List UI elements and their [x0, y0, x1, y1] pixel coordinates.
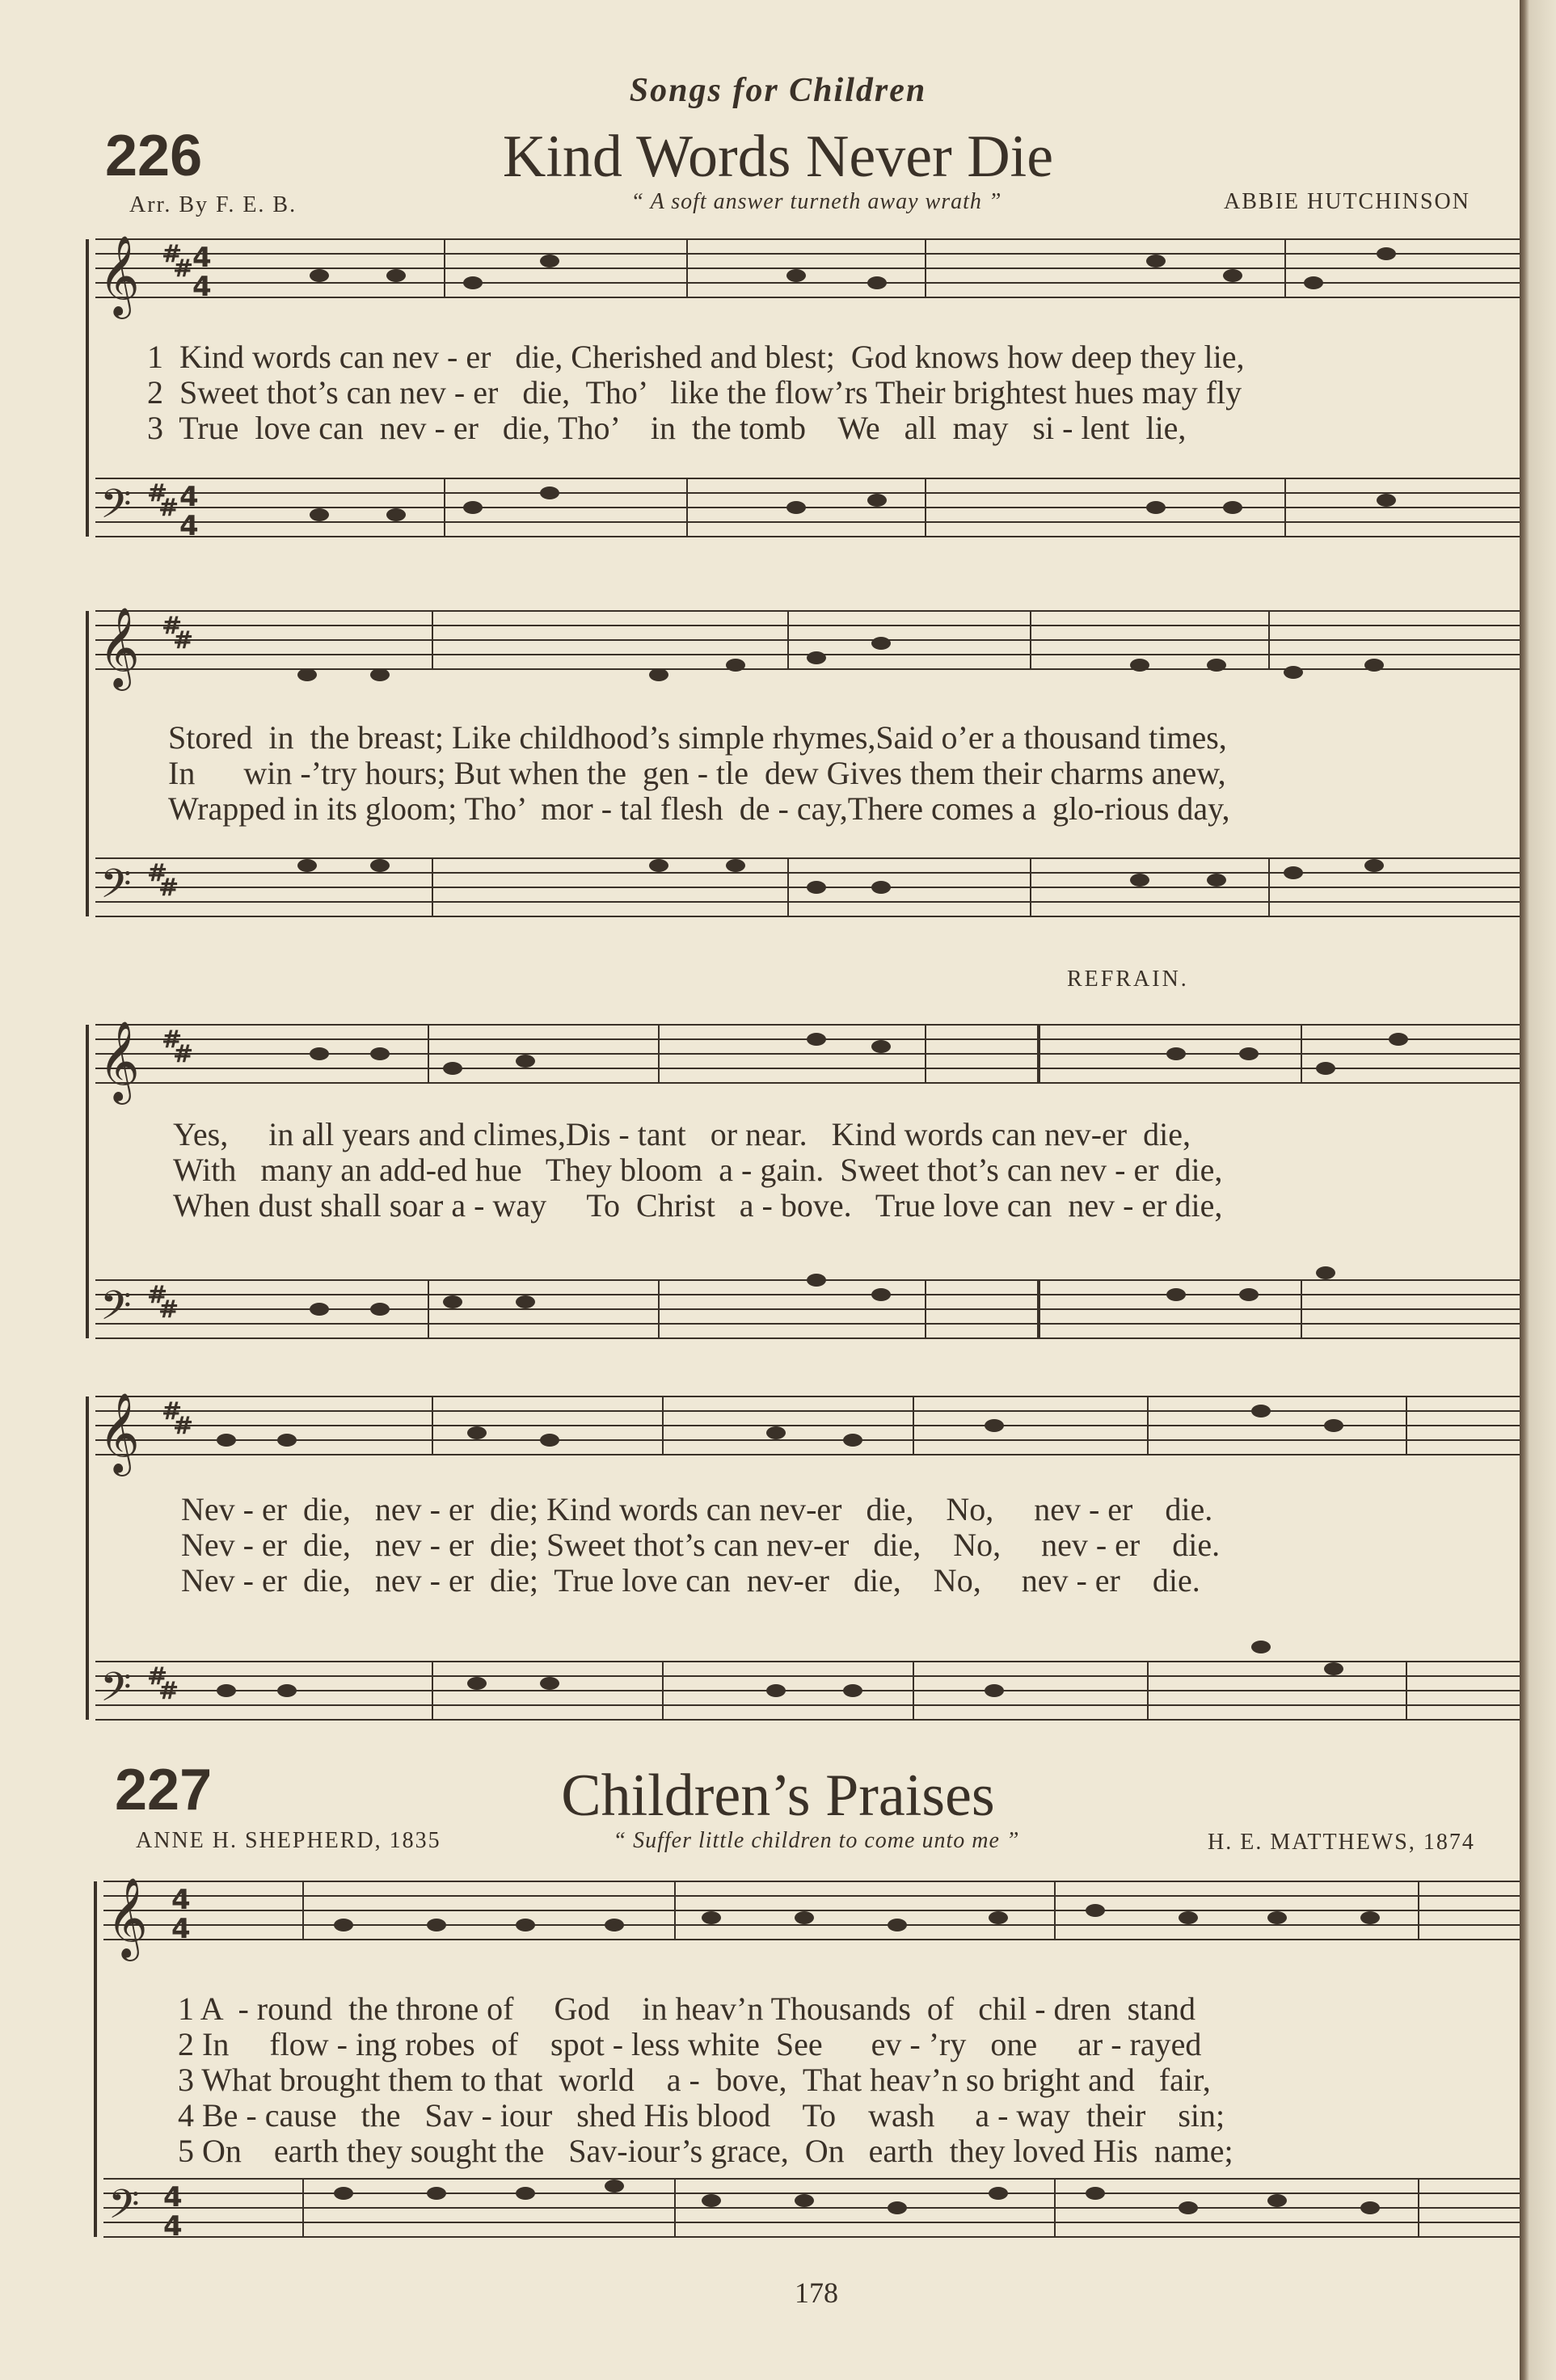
lyric-line: Nev - er die, nev - er die; True love can nev-er die, No, nev - er die. — [181, 1562, 1200, 1599]
svg-text:𝄢: 𝄢 — [100, 861, 132, 917]
lyric-line: Yes, in all years and climes,Dis - tant or near. Kind words can nev-er die, — [173, 1116, 1191, 1152]
svg-text:#: # — [158, 494, 179, 522]
svg-text:𝄞: 𝄞 — [99, 607, 140, 688]
svg-text:𝄢: 𝄢 — [100, 1283, 132, 1339]
treble-clef-icon: 𝄞 — [99, 235, 140, 316]
composer-credit: H. E. MATTHEWS, 1874 — [1208, 1830, 1475, 1855]
svg-text:4: 4 — [179, 481, 199, 513]
lyric-line: 2 In flow - ing robes of spot - less white See ev - ’ry one ar - rayed — [178, 2026, 1202, 2062]
svg-text:#: # — [147, 1281, 168, 1309]
svg-text:#: # — [173, 626, 194, 655]
svg-text:#: # — [158, 874, 179, 902]
lyric-line: 2 Sweet thot’s can nev - er die, Tho’ like the flow’rs Their brightest hues may fly — [147, 374, 1242, 411]
svg-text:𝄞: 𝄞 — [99, 1392, 140, 1473]
svg-text:#: # — [162, 1397, 183, 1426]
svg-text:𝄞: 𝄞 — [99, 1021, 140, 1102]
svg-text:#: # — [162, 612, 183, 640]
svg-text:#: # — [173, 255, 194, 283]
lyric-line: 3 True love can nev - er die, Tho’ in the tomb We all may si - lent lie, — [147, 410, 1187, 446]
staff-treble — [95, 239, 1520, 297]
svg-text:#: # — [147, 479, 168, 508]
svg-text:#: # — [158, 1295, 179, 1324]
running-head: Songs for Children — [629, 72, 927, 109]
staff-bass — [95, 478, 1520, 537]
lyric-line: Stored in the breast; Like childhood’s simple rhymes,Said o’er a thousand times, — [168, 719, 1227, 756]
svg-text:#: # — [173, 1412, 194, 1440]
lyric-line: In win -’try hours; But when the gen - tle dew Gives them their charms anew, — [168, 755, 1226, 791]
hymn-title: Kind Words Never Die — [502, 124, 1054, 190]
hymn-title: Children’s Praises — [561, 1763, 995, 1829]
svg-text:𝄞: 𝄞 — [107, 1877, 148, 1958]
composer-credit: ABBIE HUTCHINSON — [1224, 189, 1470, 214]
svg-text:#: # — [147, 859, 168, 887]
lyric-line: 4 Be - cause the Sav - iour shed His blood To wash a - way their sin; — [178, 2097, 1225, 2134]
arranger-credit: Arr. By F. E. B. — [129, 192, 297, 217]
svg-text:4: 4 — [163, 2210, 183, 2243]
svg-text:4: 4 — [163, 2181, 183, 2214]
epigraph: “ A soft answer turneth away wrath ” — [630, 189, 1002, 214]
svg-text:4: 4 — [192, 271, 212, 303]
svg-text:#: # — [173, 1040, 194, 1068]
lyric-line: Wrapped in its gloom; Tho’ mor - tal flesh de - cay,There comes a glo-rious day, — [168, 790, 1230, 827]
lyric-line: Nev - er die, nev - er die; Sweet thot’s can nev-er die, No, nev - er die. — [181, 1527, 1221, 1563]
svg-text:4: 4 — [192, 242, 212, 274]
svg-text:#: # — [162, 1026, 183, 1054]
page-number: 178 — [795, 2277, 838, 2309]
epigraph: “ Suffer little children to come unto me ” — [613, 1828, 1020, 1853]
refrain-label: REFRAIN. — [1067, 967, 1189, 992]
lyric-line: 5 On earth they sought the Sav-iour’s grace, On earth they loved His name; — [178, 2133, 1233, 2169]
svg-text:4: 4 — [179, 510, 199, 542]
svg-text:𝄢: 𝄢 — [108, 2181, 140, 2238]
lyric-line: 3 What brought them to that world a - bove, That heav’n so bright and fair, — [178, 2062, 1211, 2098]
hymn-number: 227 — [115, 1758, 213, 1822]
lyric-line: When dust shall soar a - way To Christ a - bove. True love can nev - er die, — [173, 1187, 1223, 1224]
noteheads — [217, 247, 1408, 2214]
bass-clef-icon: 𝄢 — [100, 481, 132, 537]
hymn-number: 226 — [105, 124, 203, 188]
svg-text:4: 4 — [171, 1913, 191, 1945]
svg-text:4: 4 — [171, 1884, 191, 1916]
svg-text:#: # — [147, 1662, 168, 1691]
svg-text:#: # — [158, 1677, 179, 1705]
svg-text:𝄢: 𝄢 — [100, 1664, 132, 1721]
lyric-line: 1 Kind words can nev - er die, Cherished and blest; God knows how deep they lie, — [147, 339, 1245, 375]
author-credit: ANNE H. SHEPHERD, 1835 — [136, 1828, 441, 1853]
lyric-line: With many an add-ed hue They bloom a - gain. Sweet thot’s can nev - er die, — [173, 1152, 1223, 1188]
lyric-line: Nev - er die, nev - er die; Kind words can nev-er die, No, nev - er die. — [181, 1491, 1213, 1527]
svg-text:#: # — [162, 240, 183, 268]
lyric-line: 1 A - round the throne of God in heav’n Thousands of chil - dren stand — [178, 1990, 1196, 2027]
